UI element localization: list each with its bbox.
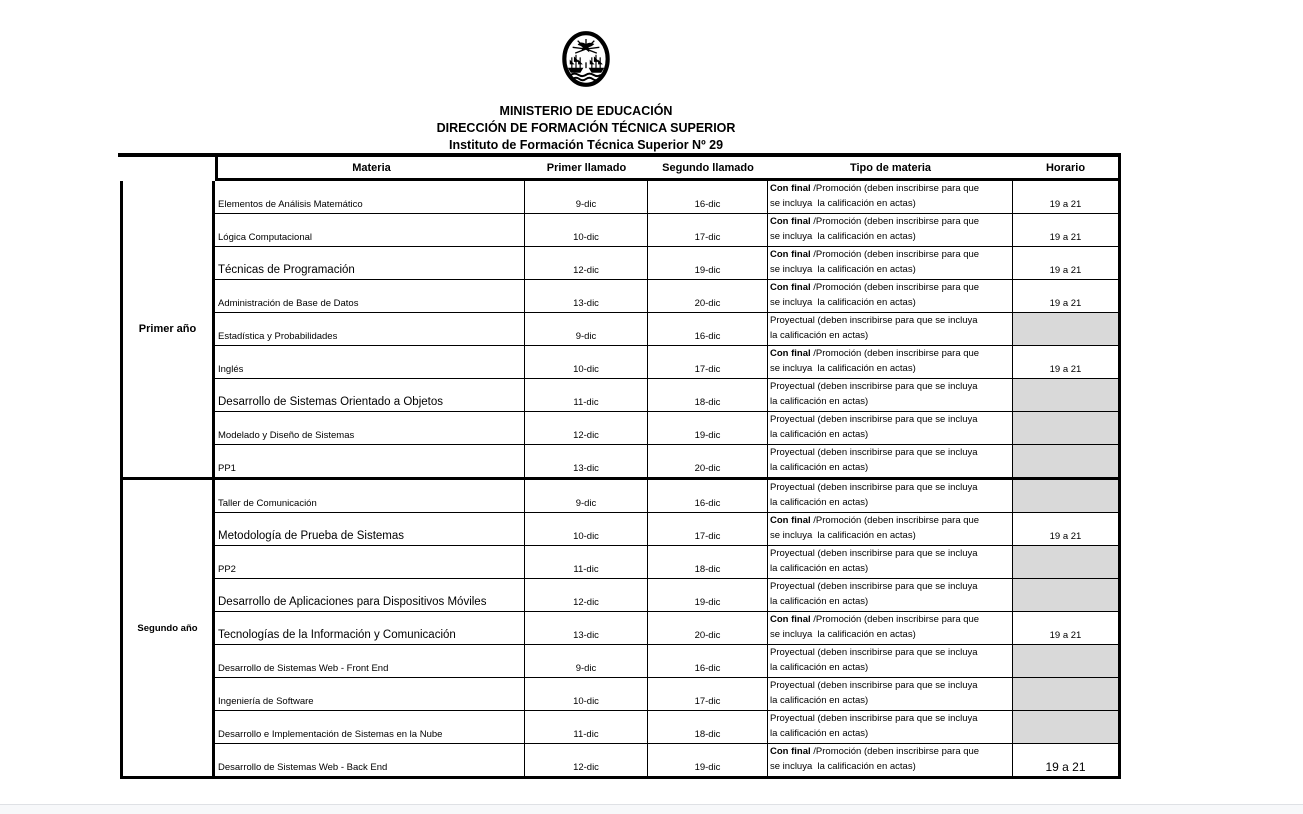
segundo-llamado-cell: 16-dic xyxy=(648,480,768,512)
tipo-de-materia-cell: Con final /Promoción (deben inscribirse para que se incluya la calificación en actas) xyxy=(768,612,1013,644)
table-row xyxy=(215,444,1118,477)
materia-cell: Inglés xyxy=(215,346,525,378)
ministry-seal-logo xyxy=(561,28,611,95)
tipo-de-materia-cell: Proyectual (deben inscribirse para que se incluya la calificación en actas) xyxy=(768,445,1013,477)
tipo-de-materia-cell: Proyectual (deben inscribirse para que se incluya la calificación en actas) xyxy=(768,711,1013,743)
segundo-llamado-cell: 17-dic xyxy=(648,346,768,378)
tipo-de-materia-cell: Con final /Promoción (deben inscribirse para que se incluya la calificación en actas) xyxy=(768,513,1013,545)
table-row xyxy=(215,181,1118,213)
table-row xyxy=(215,345,1118,378)
primer-llamado-cell: 11-dic xyxy=(525,711,648,743)
segundo-llamado-cell: 16-dic xyxy=(648,313,768,345)
table-row xyxy=(215,578,1118,611)
materia-cell: Ingeniería de Software xyxy=(215,678,525,710)
horario-cell xyxy=(1013,711,1118,743)
horario-cell: 19 a 21 xyxy=(1049,298,1082,309)
tipo-de-materia-cell: Proyectual (deben inscribirse para que se incluya la calificación en actas) xyxy=(768,546,1013,578)
horario-cell: 19 a 21 xyxy=(1049,630,1082,641)
table-row xyxy=(215,743,1118,776)
primer-llamado-cell: 9-dic xyxy=(525,181,648,213)
horario-cell: 19 a 21 xyxy=(1049,199,1082,210)
tipo-de-materia-cell: Con final /Promoción (deben inscribirse para que se incluya la calificación en actas) xyxy=(768,280,1013,312)
segundo-llamado-cell: 19-dic xyxy=(648,744,768,776)
materia-cell: Desarrollo de Sistemas Web - Front End xyxy=(215,645,525,677)
segundo-llamado-cell: 16-dic xyxy=(648,645,768,677)
direction-title: DIRECCIÓN DE FORMACIÓN TÉCNICA SUPERIOR xyxy=(436,121,736,135)
ministry-title: MINISTERIO DE EDUCACIÓN xyxy=(499,104,673,118)
horario-cell: 19 a 21 xyxy=(1049,531,1082,542)
primer-llamado-cell: 12-dic xyxy=(525,412,648,444)
primer-llamado-cell: 13-dic xyxy=(525,612,648,644)
horario-cell: 19 a 21 xyxy=(1049,265,1082,276)
primer-llamado-cell: 10-dic xyxy=(525,346,648,378)
column-header-horario: Horario xyxy=(1045,161,1086,174)
primer-llamado-cell: 12-dic xyxy=(525,579,648,611)
column-header-segundo-llamado: Segundo llamado xyxy=(662,161,754,174)
materia-cell: Desarrollo e Implementación de Sistemas en la Nube xyxy=(215,711,525,743)
tipo-de-materia-cell: Proyectual (deben inscribirse para que se incluya la calificación en actas) xyxy=(768,579,1013,611)
segundo-llamado-cell: 20-dic xyxy=(648,280,768,312)
primer-llamado-cell: 11-dic xyxy=(525,546,648,578)
materia-cell: Modelado y Diseño de Sistemas xyxy=(215,412,525,444)
horario-cell xyxy=(1013,546,1118,578)
primer-llamado-cell: 13-dic xyxy=(525,280,648,312)
horario-cell: 19 a 21 xyxy=(1049,364,1082,375)
year-label: Segundo año xyxy=(123,480,215,776)
horario-cell: 19 a 21 xyxy=(1049,232,1082,243)
horario-cell xyxy=(1013,480,1118,512)
table-row xyxy=(215,279,1118,312)
table-row xyxy=(215,611,1118,644)
tipo-de-materia-cell: Proyectual (deben inscribirse para que se incluya la calificación en actas) xyxy=(768,313,1013,345)
tipo-de-materia-cell: Proyectual (deben inscribirse para que se incluya la calificación en actas) xyxy=(768,678,1013,710)
column-header-materia: Materia xyxy=(352,161,391,174)
materia-cell: Tecnologías de la Información y Comunicación xyxy=(215,612,525,644)
window-bottom-strip xyxy=(0,804,1303,814)
year-section xyxy=(123,181,1118,480)
horario-cell xyxy=(1013,412,1118,444)
tipo-de-materia-cell: Con final /Promoción (deben inscribirse para que se incluya la calificación en actas) xyxy=(768,214,1013,246)
table-header-row xyxy=(215,157,1121,181)
institute-title: Instituto de Formación Técnica Superior Nº 29 xyxy=(448,138,724,152)
table-row xyxy=(215,480,1118,512)
materia-cell: Elementos de Análisis Matemático xyxy=(215,181,525,213)
segundo-llamado-cell: 20-dic xyxy=(648,445,768,477)
column-header-primer-llamado: Primer llamado xyxy=(546,161,627,174)
materia-cell: PP1 xyxy=(215,445,525,477)
segundo-llamado-cell: 19-dic xyxy=(648,579,768,611)
table-row xyxy=(215,677,1118,710)
segundo-llamado-cell: 18-dic xyxy=(648,711,768,743)
document-header xyxy=(120,28,1052,154)
segundo-llamado-cell: 16-dic xyxy=(648,181,768,213)
tipo-de-materia-cell: Proyectual (deben inscribirse para que se incluya la calificación en actas) xyxy=(768,480,1013,512)
materia-cell: Desarrollo de Sistemas Orientado a Objetos xyxy=(215,379,525,411)
tipo-de-materia-cell: Con final /Promoción (deben inscribirse para que se incluya la calificación en actas) xyxy=(768,181,1013,213)
table-row xyxy=(215,213,1118,246)
table-row xyxy=(215,545,1118,578)
primer-llamado-cell: 10-dic xyxy=(525,678,648,710)
segundo-llamado-cell: 20-dic xyxy=(648,612,768,644)
tipo-de-materia-cell: Proyectual (deben inscribirse para que se incluya la calificación en actas) xyxy=(768,412,1013,444)
horario-cell xyxy=(1013,678,1118,710)
primer-llamado-cell: 11-dic xyxy=(525,379,648,411)
horario-cell xyxy=(1013,645,1118,677)
primer-llamado-cell: 13-dic xyxy=(525,445,648,477)
primer-llamado-cell: 10-dic xyxy=(525,214,648,246)
table-row xyxy=(215,644,1118,677)
column-header-tipo-de-materia: Tipo de materia xyxy=(849,161,932,174)
table-row xyxy=(215,378,1118,411)
year-section xyxy=(123,480,1118,776)
table-row xyxy=(215,246,1118,279)
horario-cell: 19 a 21 xyxy=(1045,760,1086,774)
primer-llamado-cell: 12-dic xyxy=(525,247,648,279)
primer-llamado-cell: 9-dic xyxy=(525,645,648,677)
materia-cell: Desarrollo de Aplicaciones para Dispositivos Móviles xyxy=(215,579,525,611)
segundo-llamado-cell: 19-dic xyxy=(648,247,768,279)
horario-cell xyxy=(1013,379,1118,411)
table-row xyxy=(215,512,1118,545)
tipo-de-materia-cell: Con final /Promoción (deben inscribirse para que se incluya la calificación en actas) xyxy=(768,744,1013,776)
segundo-llamado-cell: 18-dic xyxy=(648,379,768,411)
exam-schedule-table xyxy=(120,181,1121,779)
horario-cell xyxy=(1013,579,1118,611)
primer-llamado-cell: 9-dic xyxy=(525,313,648,345)
tipo-de-materia-cell: Proyectual (deben inscribirse para que se incluya la calificación en actas) xyxy=(768,645,1013,677)
table-row xyxy=(215,312,1118,345)
tipo-de-materia-cell: Con final /Promoción (deben inscribirse para que se incluya la calificación en actas) xyxy=(768,346,1013,378)
segundo-llamado-cell: 17-dic xyxy=(648,513,768,545)
materia-cell: Metodología de Prueba de Sistemas xyxy=(215,513,525,545)
segundo-llamado-cell: 17-dic xyxy=(648,214,768,246)
materia-cell: Técnicas de Programación xyxy=(215,247,525,279)
primer-llamado-cell: 12-dic xyxy=(525,744,648,776)
materia-cell: Lógica Computacional xyxy=(215,214,525,246)
primer-llamado-cell: 10-dic xyxy=(525,513,648,545)
segundo-llamado-cell: 17-dic xyxy=(648,678,768,710)
year-label: Primer año xyxy=(123,181,215,477)
segundo-llamado-cell: 18-dic xyxy=(648,546,768,578)
horario-cell xyxy=(1013,445,1118,477)
primer-llamado-cell: 9-dic xyxy=(525,480,648,512)
table-row xyxy=(215,411,1118,444)
materia-cell: Administración de Base de Datos xyxy=(215,280,525,312)
horario-cell xyxy=(1013,313,1118,345)
materia-cell: Desarrollo de Sistemas Web - Back End xyxy=(215,744,525,776)
segundo-llamado-cell: 19-dic xyxy=(648,412,768,444)
materia-cell: Estadística y Probabilidades xyxy=(215,313,525,345)
materia-cell: Taller de Comunicación xyxy=(215,480,525,512)
tipo-de-materia-cell: Con final /Promoción (deben inscribirse para que se incluya la calificación en actas) xyxy=(768,247,1013,279)
materia-cell: PP2 xyxy=(215,546,525,578)
tipo-de-materia-cell: Proyectual (deben inscribirse para que se incluya la calificación en actas) xyxy=(768,379,1013,411)
table-row xyxy=(215,710,1118,743)
